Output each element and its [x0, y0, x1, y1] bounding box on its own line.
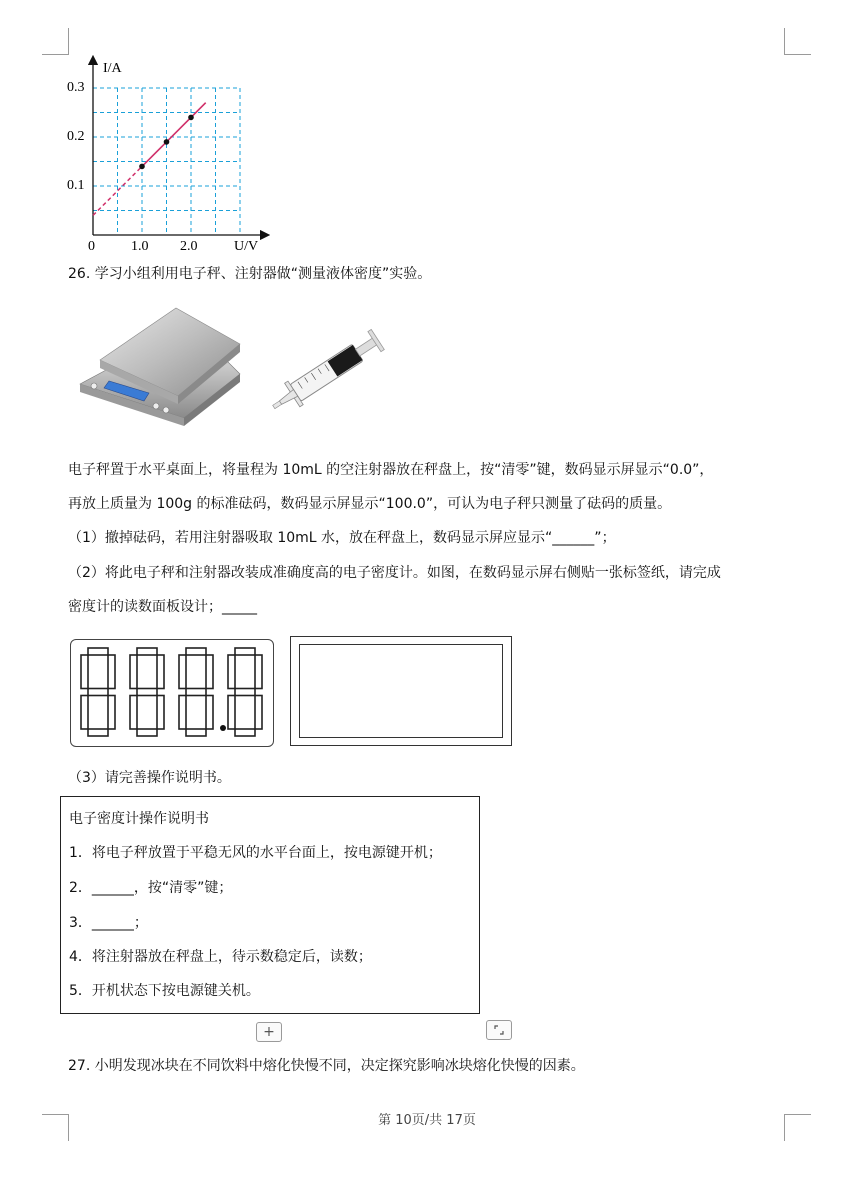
segment	[255, 655, 262, 689]
segment	[235, 648, 255, 655]
segment	[137, 729, 157, 736]
expand-icon	[493, 1024, 505, 1036]
q26-subquestion-3: （3）请完善操作说明书。	[68, 770, 231, 786]
segment	[186, 648, 206, 655]
segment	[186, 689, 206, 696]
expand-button[interactable]	[486, 1020, 512, 1040]
y-axis-label: I/A	[103, 61, 122, 76]
decimal-point	[220, 725, 226, 731]
segment	[206, 655, 213, 689]
corner-mark-top-left	[42, 28, 69, 55]
segment	[130, 696, 137, 730]
segment	[137, 648, 157, 655]
segment	[130, 655, 137, 689]
question-27-title: 27. 小明发现冰块在不同饮料中熔化快慢不同，决定探究影响冰块熔化快慢的因素。	[68, 1058, 585, 1074]
manual-step-1: 1．将电子秤放置于平稳无风的水平台面上，按电源键开机；	[69, 845, 442, 861]
question-26-title: 26. 学习小组利用电子秤、注射器做“测量液体密度”实验。	[68, 266, 432, 282]
x-axis-label: U/V	[234, 239, 259, 254]
iu-graph	[60, 52, 280, 257]
manual-title: 电子密度计操作说明书	[69, 811, 209, 827]
label-paper-inner-frame	[299, 644, 503, 738]
segment	[81, 696, 88, 730]
seven-segment-display	[70, 639, 274, 747]
segment	[157, 696, 164, 730]
segment	[108, 696, 115, 730]
x-tick-2.0: 2.0	[180, 239, 198, 254]
segment	[179, 655, 186, 689]
segment	[137, 689, 157, 696]
segment	[255, 696, 262, 730]
segment	[179, 696, 186, 730]
q26-paragraph-line-2: 再放上质量为 100g 的标准砝码，数码显示屏显示“100.0”，可认为电子秤只测量了砝码的质量。	[68, 496, 672, 512]
segment	[235, 729, 255, 736]
page-footer: 第 10页/共 17页	[378, 1113, 476, 1128]
segment	[88, 689, 108, 696]
segment	[88, 648, 108, 655]
segment	[81, 655, 88, 689]
y-tick-0.2: 0.2	[67, 129, 85, 144]
label-paper-frame	[290, 636, 512, 746]
corner-mark-top-right	[784, 28, 811, 55]
manual-step-3: 3．______；	[69, 915, 148, 931]
y-tick-0.1: 0.1	[67, 178, 85, 193]
syringe-image	[258, 308, 398, 438]
segment	[157, 655, 164, 689]
segment	[235, 689, 255, 696]
q26-subquestion-2-line-2: 密度计的读数面板设计；_____	[68, 599, 257, 615]
segment	[228, 655, 235, 689]
electronic-scale-image	[76, 302, 246, 442]
operation-manual-box	[60, 796, 480, 1014]
x-tick-1.0: 1.0	[131, 239, 149, 254]
data-point	[188, 115, 194, 121]
segment	[228, 696, 235, 730]
q26-subquestion-1: （1）撤掉砝码，若用注射器吸取 10mL 水，放在秤盘上，数码显示屏应显示“______”；	[68, 530, 616, 546]
segment	[206, 696, 213, 730]
add-button[interactable]: +	[256, 1022, 282, 1042]
manual-step-4: 4．将注射器放在秤盘上，待示数稳定后，读数；	[69, 949, 372, 965]
q26-subquestion-2-line-1: （2）将此电子秤和注射器改装成准确度高的电子密度计。如图，在数码显示屏右侧贴一张标签纸，请完成	[68, 565, 721, 581]
q26-paragraph-line-1: 电子秤置于水平桌面上，将量程为 10mL 的空注射器放在秤盘上，按“清零”键，数码显示屏显示“0.0”，	[68, 462, 714, 478]
data-point	[164, 139, 170, 145]
origin-label: 0	[88, 239, 95, 254]
seven-segment-digits	[71, 640, 272, 745]
segment	[108, 655, 115, 689]
segment	[186, 729, 206, 736]
y-tick-0.3: 0.3	[67, 80, 85, 95]
manual-step-2: 2．______，按“清零”键；	[69, 880, 233, 896]
data-point	[139, 164, 145, 170]
manual-step-5: 5．开机状态下按电源键关机。	[69, 983, 260, 999]
segment	[88, 729, 108, 736]
